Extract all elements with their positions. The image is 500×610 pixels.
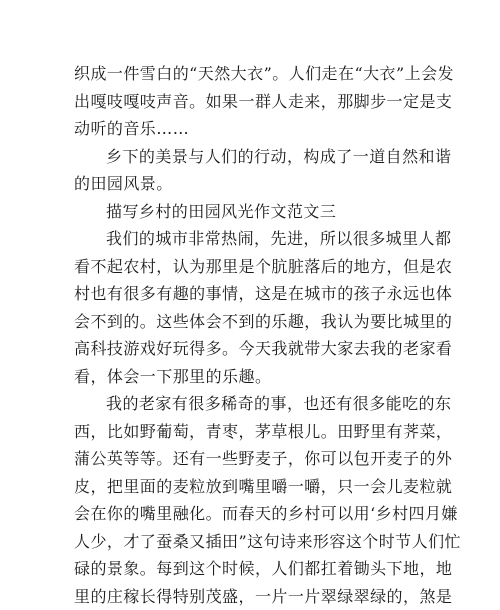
- text-line: 我们的城市非常热闹，先进，所以很多城里人都: [74, 225, 432, 253]
- text-line: 皮，把里面的麦粒放到嘴里嚼一嚼，只一会儿麦粒就: [74, 473, 432, 501]
- text-line: 西，比如野葡萄，青枣，茅草根儿。田野里有荠菜，: [74, 418, 432, 446]
- text-line: 乡下的美景与人们的行动，构成了一道自然和谐: [74, 143, 432, 171]
- text-line: 描写乡村的田园风光作文范文三: [74, 198, 432, 226]
- text-line: 看，体会一下那里的乐趣。: [74, 363, 432, 391]
- document-body: [74, 60, 432, 610]
- text-line: 我的老家有很多稀奇的事，也还有很多能吃的东: [74, 390, 432, 418]
- text-line: 出嘎吱嘎吱声音。如果一群人走来，那脚步一定是支: [74, 88, 432, 116]
- text-line: 看不起农村，认为那里是个肮脏落后的地方，但是农: [74, 253, 432, 281]
- text-line: 动听的音乐……: [74, 115, 432, 143]
- text-line: 村也有很多有趣的事情，这是在城市的孩子永远也体: [74, 280, 432, 308]
- text-line: 会在你的嘴里融化。而春天的乡村可以用‘乡村四月嫌: [74, 500, 432, 528]
- text-line: 的田园风景。: [74, 170, 432, 198]
- text-line: 里的庄稼长得特别茂盛，一片一片翠绿翠绿的，煞是: [74, 583, 432, 610]
- text-line: 碌的景象。每到这个时候，人们都扛着锄头下地，地: [74, 555, 432, 583]
- text-line: 蒲公英等等。还有一些野麦子，你可以包开麦子的外: [74, 445, 432, 473]
- text-line: 织成一件雪白的“天然大衣”。人们走在“大衣”上会发: [74, 60, 432, 88]
- text-line: 高科技游戏好玩得多。今天我就带大家去我的老家看: [74, 335, 432, 363]
- text-line: 会不到的。这些体会不到的乐趣，我认为要比城里的: [74, 308, 432, 336]
- text-line: 人少，才了蚕桑又插田”这句诗来形容这个时节人们忙: [74, 528, 432, 556]
